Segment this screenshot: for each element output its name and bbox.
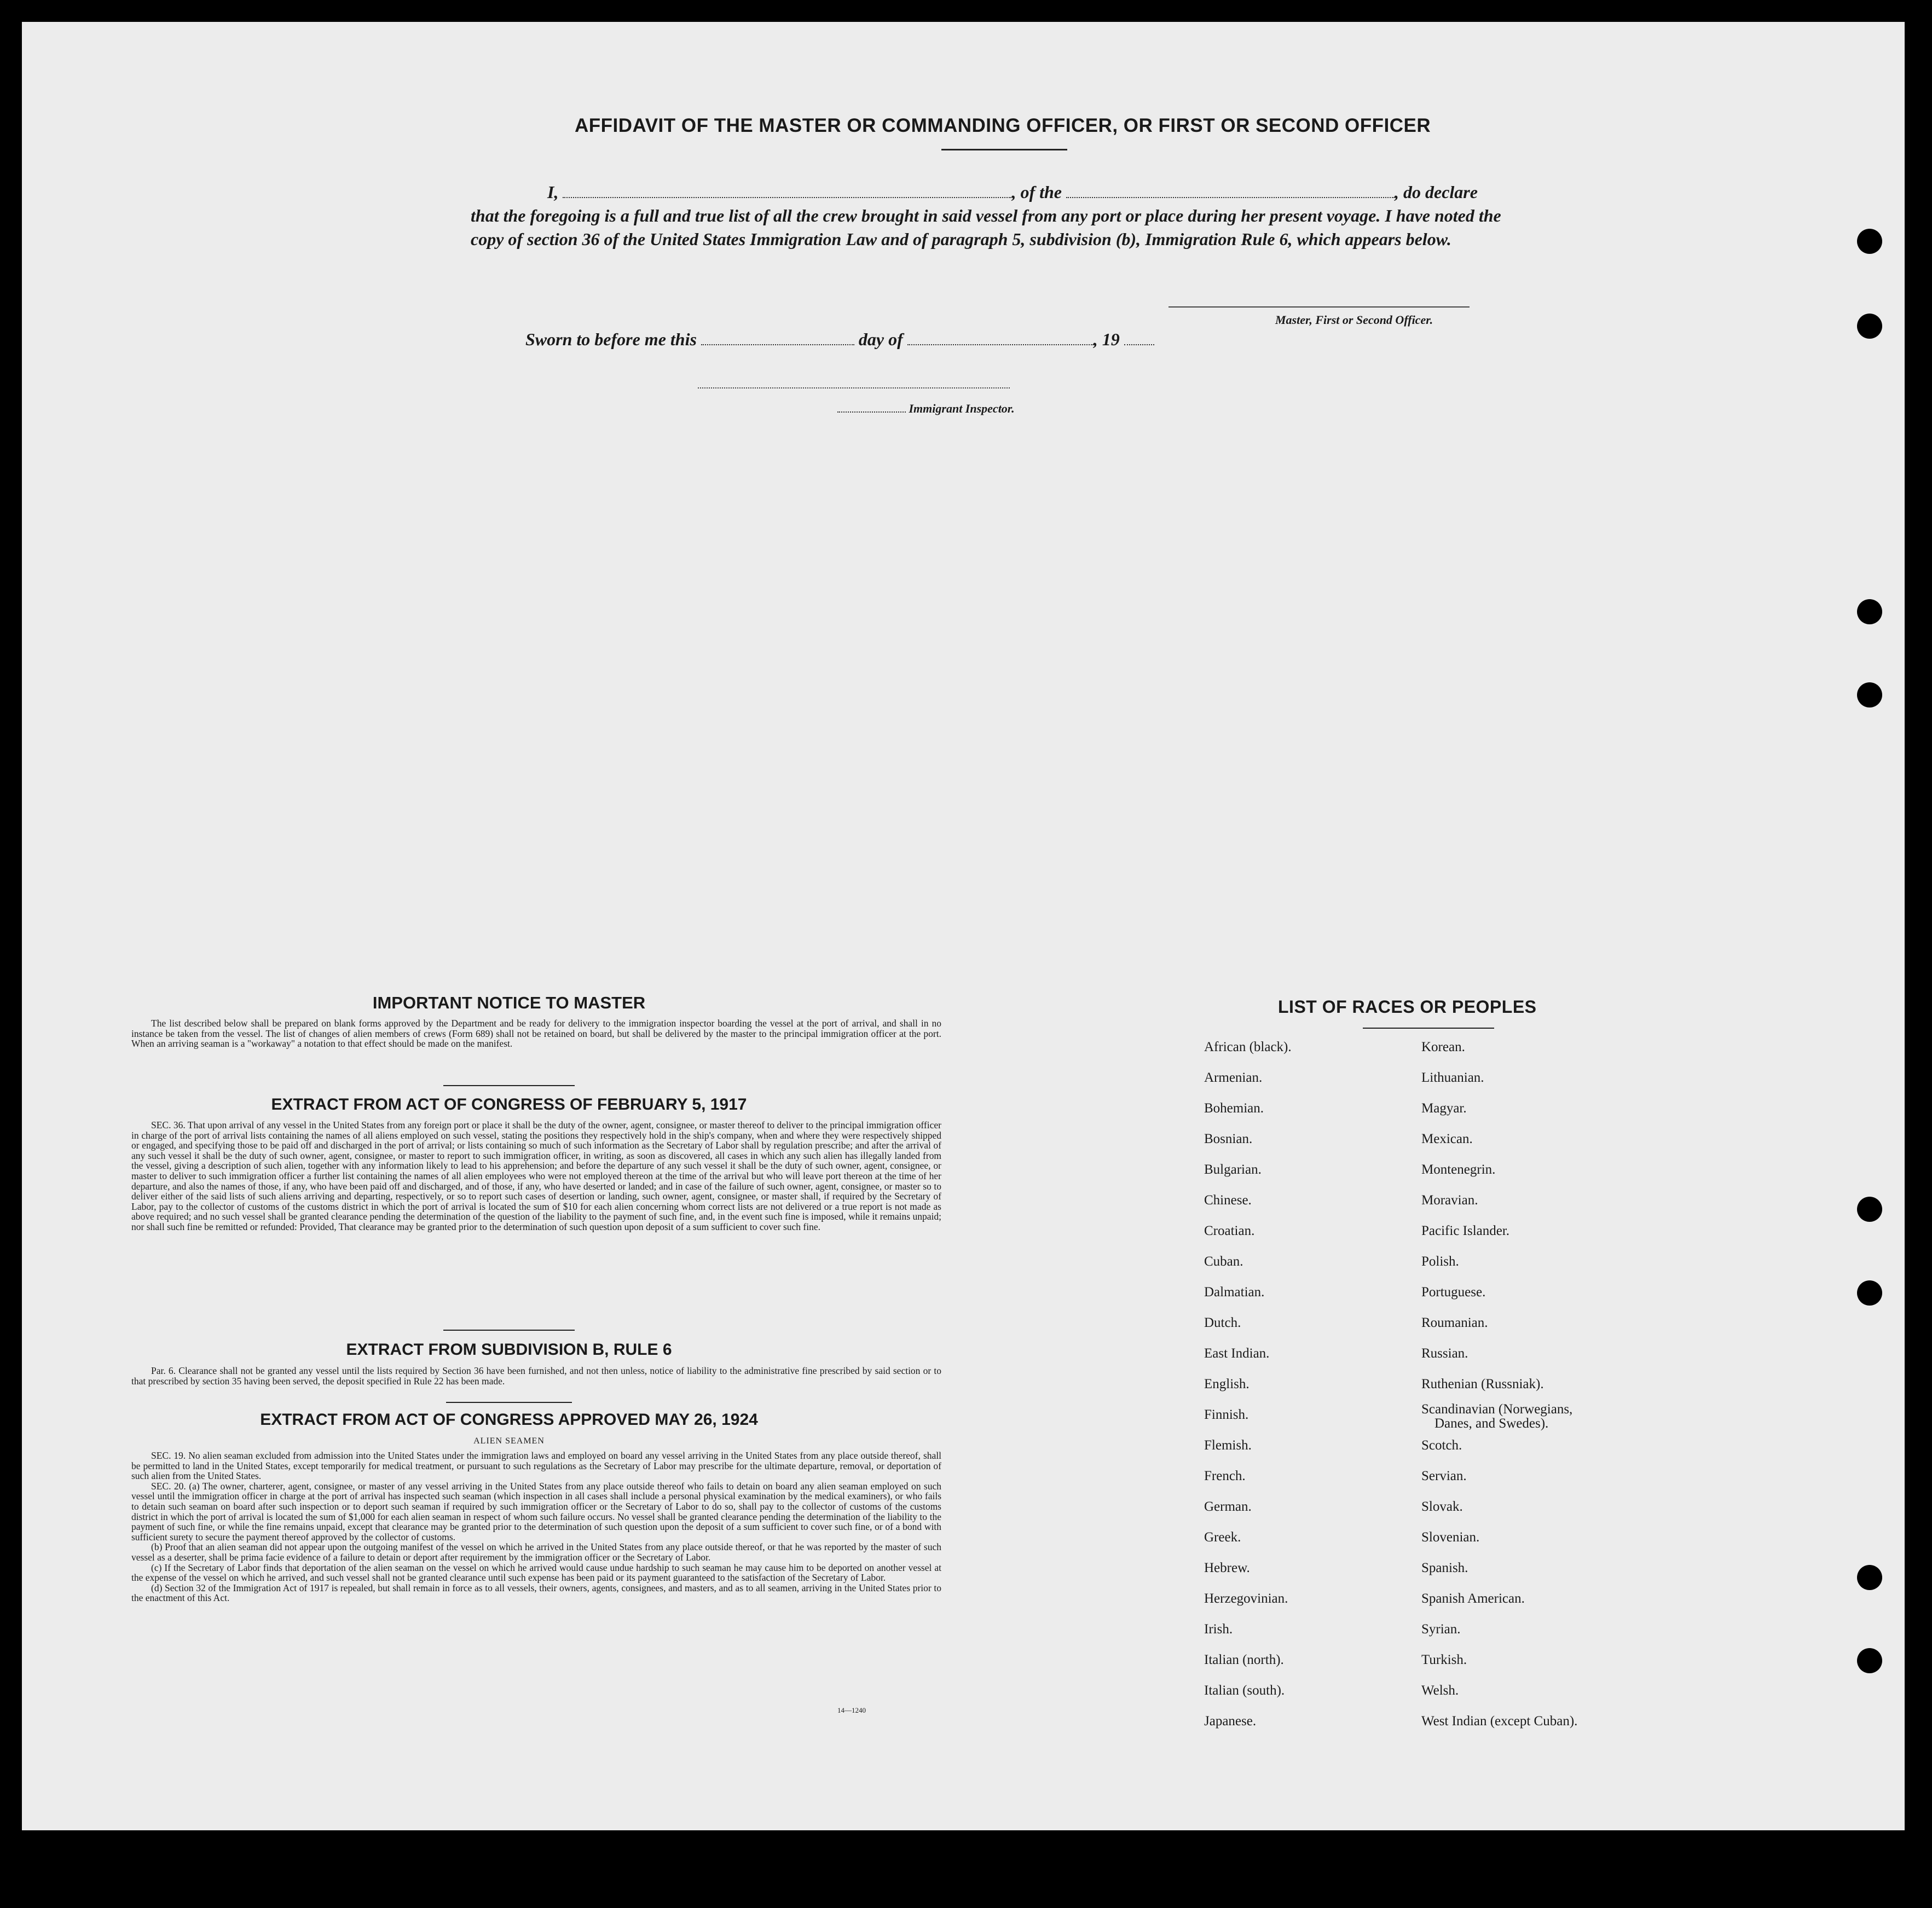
race-item: Bulgarian. (1204, 1162, 1262, 1177)
race-item: French. (1204, 1469, 1246, 1483)
race-item: West Indian (except Cuban). (1421, 1714, 1578, 1729)
inspector-caption (837, 402, 1015, 416)
punch-hole (1857, 1565, 1882, 1590)
par-6-paragraph: Par. 6. Clearance shall not be granted any vessel until the lists required by Section 36 have been furnished, and not then unless, notice of liability to the administrative fine prescribed by said section or to that prescribed by section 35 having been served, the deposit specified in Rule 22 has been made. (131, 1365, 941, 1387)
race-item: Syrian. (1421, 1622, 1461, 1637)
extract-1917-text (131, 1120, 941, 1232)
notice-text (131, 1018, 941, 1049)
vessel-name-field[interactable] (1066, 192, 1395, 198)
race-item: Finnish. (1204, 1407, 1249, 1422)
race-item: Scotch. (1421, 1438, 1462, 1453)
race-item: Magyar. (1421, 1101, 1467, 1116)
race-item: Slovenian. (1421, 1530, 1480, 1545)
affidavit-declaration (471, 181, 1538, 251)
race-item: Spanish American. (1421, 1591, 1525, 1606)
race-item: Bosnian. (1204, 1132, 1253, 1146)
day-of-label: day of (858, 329, 903, 349)
race-item: Chinese. (1204, 1193, 1252, 1208)
race-item: German. (1204, 1499, 1252, 1514)
master-signature-line[interactable] (1169, 306, 1470, 308)
race-item: Spanish. (1421, 1561, 1468, 1575)
punch-hole (1857, 1280, 1882, 1306)
extract-1924-title: EXTRACT FROM ACT OF CONGRESS APPROVED MAY 26, 1924 (260, 1411, 758, 1429)
race-item: Roumanian. (1421, 1315, 1488, 1330)
race-item: East Indian. (1204, 1346, 1270, 1361)
race-item: Scandinavian (Norwegians, (1421, 1402, 1573, 1417)
section-19-paragraph: SEC. 19. No alien seaman excluded from admission into the United States under the immigration laws and employed on board any vessel arriving in the United States from any place outside thereof, shall be permitted to land in the United States, except temporarily for medical treatment, or pursuant to such regulations as the Secretary of Labor may prescribe for the ultimate departure, removal, or deportation of such alien from the United States. (131, 1450, 941, 1482)
extract-1924-text (131, 1451, 941, 1603)
inspector-caption-text: Immigrant Inspector. (909, 402, 1015, 415)
sworn-statement (525, 329, 1292, 350)
race-item: Italian (south). (1204, 1683, 1285, 1698)
extract-rule6-title: EXTRACT FROM SUBDIVISION B, RULE 6 (346, 1341, 672, 1359)
of-the-label: , of the (1011, 182, 1062, 202)
race-item: Servian. (1421, 1469, 1467, 1483)
race-item: Moravian. (1421, 1193, 1478, 1208)
section-divider (443, 1330, 575, 1331)
race-item: Dalmatian. (1204, 1285, 1265, 1300)
races-title-divider (1363, 1028, 1494, 1029)
race-item: Herzegovinian. (1204, 1591, 1288, 1606)
race-item: African (black). (1204, 1040, 1292, 1054)
alien-seamen-subtitle: ALIEN SEAMEN (473, 1436, 545, 1446)
section-20d-paragraph: (d) Section 32 of the Immigration Act of 1917 is repealed, but shall remain in force as to all vessels, their owners, agents, consignees, and masters, and as to all seamen, arriving in the United States prior to the enactment of this Act. (131, 1582, 941, 1604)
punch-hole (1857, 1648, 1882, 1673)
title-divider (941, 149, 1067, 150)
race-item: Danes, and Swedes). (1434, 1416, 1549, 1431)
race-item: Ruthenian (Russniak). (1421, 1377, 1544, 1391)
section-divider (446, 1402, 572, 1403)
section-divider (443, 1085, 575, 1086)
affidavit-title: AFFIDAVIT OF THE MASTER OR COMMANDING OFFICER, OR FIRST OR SECOND OFFICER (575, 115, 1431, 136)
race-item: Bohemian. (1204, 1101, 1264, 1116)
punch-hole (1857, 314, 1882, 339)
race-item: Welsh. (1421, 1683, 1459, 1698)
section-36-paragraph: SEC. 36. That upon arrival of any vessel in the United States from any foreign port or place it shall be the duty of the owner, agent, consignee, or master thereof to deliver to the principal immigration officer in charge of the port of arrival lists containing the names of all aliens employed on such vessel, stating the positions they respectively hold in the ship's company, when and where they were respectively shipped or engaged, and specifying those to be paid off and discharged in the port of arrival; or lists containing so much of such information as the Secretary of Labor shall by regulation prescribe; and after the arrival of any such vessel it shall be the duty of such owner, agent, consignee, or master to report to such immigration officer, in writing, as soon as discovered, all cases in which any such alien has illegally landed from the vessel, giving a description of such alien, together with any information likely to lead to his apprehension; and before the departure of any such vessel it shall be the duty of such owner, agent, consignee, or master to deliver to such immigration officer a further list containing the names of all alien employees who were not employed thereon at the time of the arrival but who will leave port thereon at the time of her departure, and also the names of those, if any, who have been paid off and discharged, and of those, if any, who have deserted or landed; and in case of the failure of such owner, agent, consignee, or master so to deliver either of the said lists of such aliens arriving and departing, respectively, or so to report such cases of desertion or landing, such owner, agent, consignee, or master shall, if required by the Secretary of Labor, pay to the collector of customs of the customs district in which the port of arrival is located the sum of $10 for each alien concerning whom correct lists are not delivered or a true report is not made as above required; and no such vessel shall be granted clearance pending the determination of the question of the liability to the payment of such fine, and, in the event such fine is imposed, while it remains unpaid; nor shall such fine be remitted or refunded: Provided, That clearance may be granted prior to the determination of such question upon deposit of a sum sufficient to cover such fine. (131, 1120, 941, 1232)
notice-paragraph: The list described below shall be prepared on blank forms approved by the Department and be ready for delivery to the immigration inspector boarding the vessel at the port of arrival, and shall in no instance be taken from the vessel. The list of changes of alien members of crews (Form 689) shall not be retained on board, but shall be delivered by the master to the principal immigration officer at the port. When an arriving seaman is a "workaway" a notation to that effect should be made on the manifest. (131, 1018, 941, 1049)
race-item: Italian (north). (1204, 1652, 1284, 1667)
punch-hole (1857, 229, 1882, 254)
race-item: Armenian. (1204, 1070, 1263, 1085)
race-item: Korean. (1421, 1040, 1465, 1054)
inspector-signature-line[interactable] (698, 387, 1010, 388)
punch-hole (1857, 599, 1882, 624)
section-20a-paragraph: SEC. 20. (a) The owner, charterer, agent, consignee, or master of any vessel arriving in the United States from any place outside thereof who fails to detain on board any alien seaman employed on such vessel until the immigration officer in charge at the port of arrival has inspected such seaman (which inspection in all cases shall include a personal physical examination by the medical examiners), or who fails to detain such seaman on board after such inspection or to deport such seaman if required by such immigration officer or the Secretary of Labor to do so, shall pay to the collector of customs of the customs district in which the port of arrival is located the sum of $1,000 for each alien seaman in respect of whom such failure occurs. No vessel shall be granted clearance pending the determination of the liability to the payment of such fine, or while the fine remains unpaid, except that clearance may be granted prior to the determination of such question upon the deposit of a sum sufficient to cover such fine, or of a bond with sufficient surety to secure the payment thereof approved by the collector of customs. (131, 1480, 941, 1542)
form-number: 14—1240 (837, 1706, 866, 1714)
punch-hole (1857, 1197, 1882, 1222)
race-item: Flemish. (1204, 1438, 1252, 1453)
year-prefix: , 19 (1093, 329, 1120, 349)
extract-1917-title: EXTRACT FROM ACT OF CONGRESS OF FEBRUARY 5, 1917 (271, 1095, 747, 1114)
section-20b-paragraph: (b) Proof that an alien seaman did not appear upon the outgoing manifest of the vessel on which he arrived in the United States from any place outside thereof, or that he was reported by the master of such vessel as a deserter, shall be prima facie evidence of a failure to detain or deport after requirement by the immigration officer or the Secretary of Labor. (131, 1541, 941, 1563)
section-20c-paragraph: (c) If the Secretary of Labor finds that deportation of the alien seaman on the vessel on which he arrived would cause undue hardship to such seaman he may cause him to be deported on another vessel at the expense of the vessel on which he arrived, and such vessel shall not be granted clearance until such expense has been paid or its payment guaranteed to the satisfaction of the Secretary of Labor. (131, 1562, 941, 1584)
do-declare-label: , do declare (1395, 182, 1478, 202)
race-item: Lithuanian. (1421, 1070, 1484, 1085)
race-item: Montenegrin. (1421, 1162, 1496, 1177)
race-item: Hebrew. (1204, 1561, 1250, 1575)
sworn-prefix: Sworn to before me this (525, 329, 697, 349)
race-item: Greek. (1204, 1530, 1241, 1545)
race-item: Slovak. (1421, 1499, 1463, 1514)
race-item: Turkish. (1421, 1652, 1467, 1667)
i-label: I, (547, 182, 559, 202)
sworn-year-field[interactable] (1124, 339, 1154, 345)
inspector-caption-dots (837, 408, 906, 413)
sworn-month-field[interactable] (907, 339, 1094, 345)
extract-rule6-text (131, 1366, 941, 1386)
form-page (22, 22, 1905, 1830)
declarant-line (471, 181, 1538, 204)
race-item: Portuguese. (1421, 1285, 1486, 1300)
race-item: Japanese. (1204, 1714, 1257, 1729)
sworn-day-field[interactable] (701, 339, 854, 345)
race-item: Irish. (1204, 1622, 1233, 1637)
race-item: Mexican. (1421, 1132, 1473, 1146)
race-item: Dutch. (1204, 1315, 1241, 1330)
race-item: Polish. (1421, 1254, 1459, 1269)
races-title: LIST OF RACES OR PEOPLES (1278, 997, 1537, 1017)
race-item: Cuban. (1204, 1254, 1243, 1269)
notice-title: IMPORTANT NOTICE TO MASTER (372, 993, 646, 1012)
race-item: Pacific Islander. (1421, 1223, 1510, 1238)
race-item: Russian. (1421, 1346, 1468, 1361)
declarant-name-field[interactable] (563, 192, 1011, 198)
race-item: Croatian. (1204, 1223, 1255, 1238)
race-item: English. (1204, 1377, 1250, 1391)
declaration-text: that the foregoing is a full and true list of all the crew brought in said vessel from any port or place during her present voyage. I have noted the copy of section 36 of the United States Immigration Law and of paragraph 5, subdivision (b), Immigration Rule 6, which appears below. (471, 206, 1501, 249)
punch-hole (1857, 682, 1882, 707)
master-signature-caption: Master, First or Second Officer. (1275, 313, 1433, 327)
